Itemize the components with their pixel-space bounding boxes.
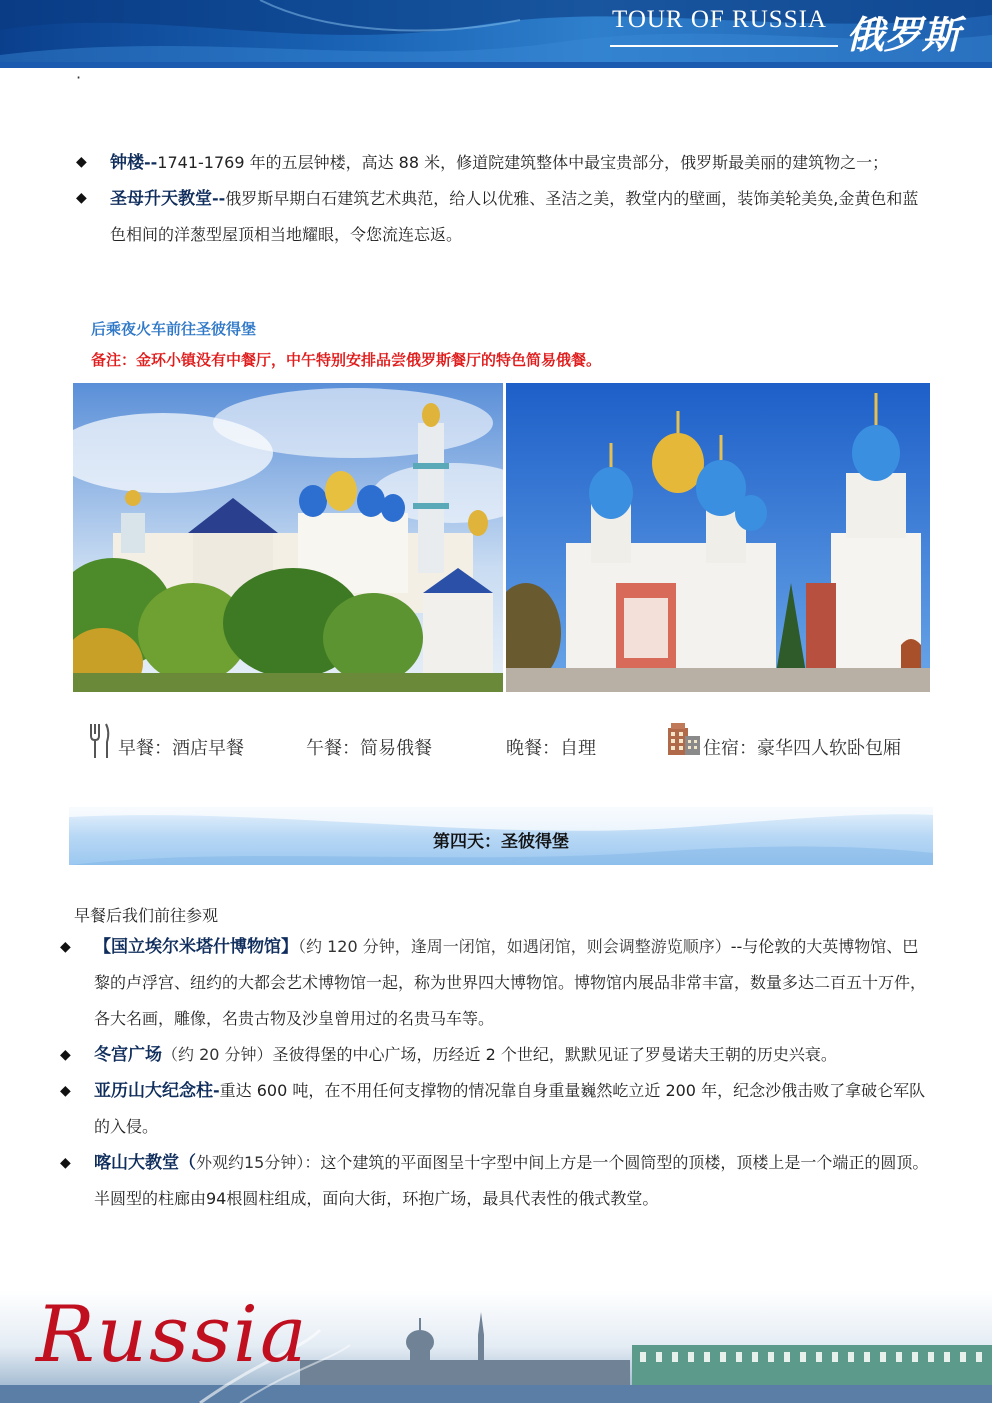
sight-separator: -- bbox=[212, 189, 226, 208]
day-intro: 早餐后我们前往参观 bbox=[74, 906, 219, 925]
header-title-cn: 俄罗斯 bbox=[846, 12, 961, 57]
header-underline bbox=[610, 45, 838, 47]
sight-separator: - bbox=[213, 1081, 220, 1100]
diamond-bullet-icon: ◆ bbox=[60, 1047, 71, 1063]
sight-name: 钟楼 bbox=[110, 153, 144, 173]
sight-description: 1741-1769 年的五层钟楼，高达 88 米，修道院建筑整体中最宝贵部分，俄罗斯最美丽的建筑物之一； bbox=[157, 153, 889, 172]
hotel-info: 住宿：豪华四人软卧包厢 bbox=[703, 738, 901, 759]
diamond-bullet-icon: ◆ bbox=[60, 1083, 71, 1099]
train-note: 后乘夜火车前往圣彼得堡 bbox=[91, 320, 257, 338]
list-item bbox=[76, 181, 934, 252]
meals-row bbox=[88, 722, 938, 762]
dinner-info: 晚餐：自理 bbox=[506, 738, 596, 759]
sight-description: 俄罗斯早期白石建筑艺术典范，给人以优雅、圣洁之美，教堂内的壁画，装饰美轮美奂,金黄色和蓝色相间的洋葱型屋顶相当地耀眼，令您流连忘返。 bbox=[110, 189, 919, 244]
sight-description: --与伦敦的大英博物馆、巴黎的卢浮宫、纽约的大都会艺术博物馆一起，称为世界四大博物馆。博物馆内展品非常丰富，数量多达二百五十万件，各大名画，雕像，名贵古物及沙皇曾用过的名贵马车等。 bbox=[94, 937, 927, 1028]
sight-name: 【国立埃尔米塔什博物馆】 bbox=[94, 937, 298, 957]
sight-description: 圣彼得堡的中心广场，历经近 2 个世纪，默默见证了罗曼诺夫王朝的历史兴衰。 bbox=[272, 1045, 837, 1064]
diamond-bullet-icon: ◆ bbox=[60, 939, 71, 955]
header-stripe bbox=[0, 62, 992, 68]
day-banner bbox=[69, 807, 933, 865]
breakfast-info: 早餐：酒店早餐 bbox=[118, 738, 244, 759]
list-item bbox=[60, 1037, 934, 1073]
monastery-photo bbox=[73, 383, 503, 692]
fork-knife-icon bbox=[88, 722, 112, 760]
footer-script-title: Russia bbox=[36, 1290, 309, 1380]
sight-name: 亚历山大纪念柱 bbox=[94, 1081, 213, 1101]
sights-list-day4 bbox=[60, 929, 934, 1217]
stray-dot: · bbox=[76, 68, 82, 87]
remark-note: 备注：金环小镇没有中餐厅，中午特别安排品尝俄罗斯餐厅的特色简易俄餐。 bbox=[91, 351, 602, 369]
header-title: TOUR OF RUSSIA bbox=[612, 6, 827, 33]
sight-name: 喀山大教堂（ bbox=[94, 1153, 196, 1173]
day-title: 第四天：圣彼得堡 bbox=[433, 832, 569, 852]
sight-name: 冬宫广场 bbox=[94, 1045, 162, 1065]
diamond-bullet-icon: ◆ bbox=[60, 1155, 71, 1171]
header-banner bbox=[0, 0, 992, 68]
sight-duration: （约 20 分钟） bbox=[162, 1045, 273, 1064]
sight-separator: -- bbox=[144, 153, 158, 172]
header-wave-decoration bbox=[0, 0, 992, 68]
list-item bbox=[60, 1073, 934, 1145]
diamond-bullet-icon: ◆ bbox=[76, 190, 87, 206]
cathedral-photo bbox=[506, 383, 930, 692]
list-item bbox=[76, 145, 934, 181]
lunch-info: 午餐：简易俄餐 bbox=[306, 738, 432, 759]
sight-duration: 外观约15分钟）： bbox=[196, 1153, 321, 1172]
list-item bbox=[60, 1145, 934, 1217]
sights-list-day3 bbox=[76, 145, 934, 252]
sight-description: 重达 600 吨，在不用任何支撑物的情况靠自身重量巍然屹立近 200 年，纪念沙俄击败了拿破仑军队的入侵。 bbox=[94, 1081, 926, 1136]
building-icon bbox=[667, 722, 701, 756]
list-item bbox=[60, 929, 934, 1037]
diamond-bullet-icon: ◆ bbox=[76, 154, 87, 170]
sight-name: 圣母升天教堂 bbox=[110, 189, 212, 209]
sight-duration: （约 120 分钟，逢周一闭馆，如遇闭馆，则会调整游览顺序） bbox=[298, 937, 731, 956]
sight-description: 这个建筑的平面图呈十字型中间上方是一个圆筒型的顶楼，顶楼上是一个端正的圆顶。半圆型的柱廊由94根圆柱组成，面向大街，环抱广场，最具代表性的俄式教堂。 bbox=[94, 1153, 929, 1208]
